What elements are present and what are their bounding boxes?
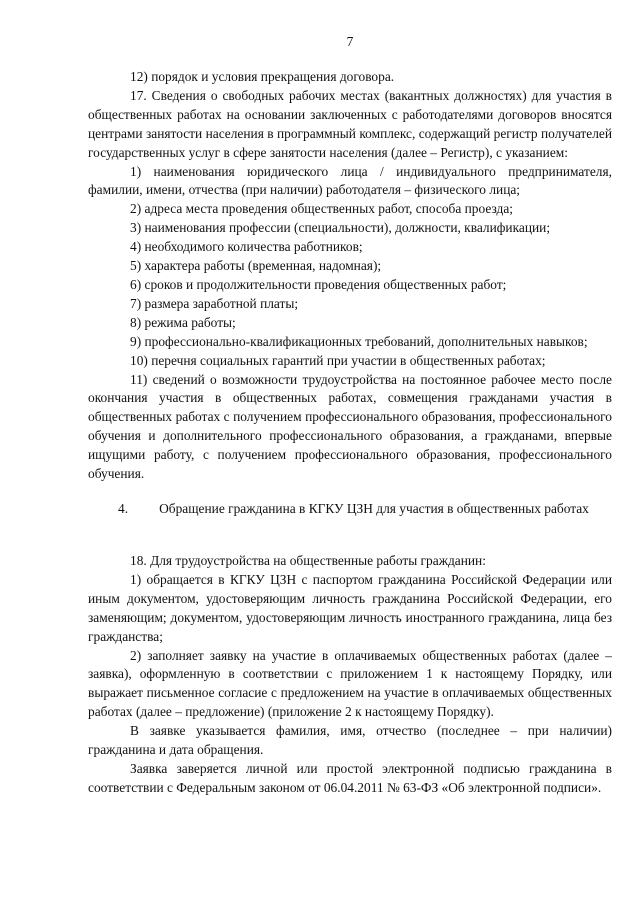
list-item: 7) размера заработной платы; — [130, 295, 299, 311]
page-number: 7 — [346, 34, 354, 49]
list-item: 5) характера работы (временная, надомная); — [130, 258, 382, 274]
list-item: 4) необходимого количества работников; — [130, 239, 363, 255]
list-item: 8) режима работы; — [130, 314, 236, 330]
section-title: Обращение гражданина в КГКУ ЦЗН для участия в общественных работах — [159, 501, 589, 516]
section-heading — [88, 500, 612, 519]
paragraph: 18. Для трудоустройства на общественные работы гражданин: — [130, 553, 486, 568]
list-item: 3) наименования профессии (специальности), должности, квалификации; — [130, 220, 551, 236]
list-item: 11) сведений о возможности трудоустройства на постоянное рабочее место после окончания участия в общественных работах, совмещения гражданами участия в общественных работах с получением профессионального образования, профессионального обучения и дополнительного профессионального образования, а гражданами, впервые ищущими работу, с получением профессионального образования, профессионального обучения. — [88, 371, 612, 482]
section-3-continuation — [88, 68, 612, 484]
list-item: 1) обращается в КГКУ ЦЗН с паспортом гражданина Российской Федерации или иным документом, удостоверяющим личность гражданина Российской Федерации, его заменяющим; документом, удостоверяющим личность иностранного гражданина, лица без гражданства; — [88, 571, 612, 644]
paragraph: 17. Сведения о свободных рабочих местах (вакантных должностях) для участия в общественных работах на основании заключенных с работодателями договоров вносятся центрами занятости населения в программный комплекс, содержащий регистр получателей государственных услуг в сфере занятости населения (далее – Регистр), с указанием: — [88, 87, 612, 160]
list-item: 6) сроков и продолжительности проведения общественных работ; — [130, 276, 507, 292]
section-4-body — [88, 552, 612, 798]
list-item: 2) заполняет заявку на участие в оплачиваемых общественных работах (далее – заявка), оформленную в соответствии с приложением 1 к настоящему Порядку, или выражает письменное согласие с предложением на участие в оплачиваемых общественных работах (далее – предложение) (приложение 2 к настоящему Порядку). — [88, 647, 612, 720]
list-item: 10) перечня социальных гарантий при участии в общественных работах; — [130, 352, 546, 368]
paragraph: 12) порядок и условия прекращения договора. — [130, 69, 395, 84]
list-item: 1) наименования юридического лица / индивидуального предпринимателя, фамилии, имени, отчества (при наличии) работодателя – физического лица; — [88, 163, 612, 198]
list-item: 9) профессионально-квалификационных требований, дополнительных навыков; — [130, 333, 588, 349]
paragraph: В заявке указывается фамилия, имя, отчество (последнее – при наличии) гражданина и дата обращения. — [88, 723, 612, 758]
section-number: 4. — [118, 501, 129, 516]
list-item: 2) адреса места проведения общественных работ, способа проезда; — [130, 201, 513, 217]
paragraph: Заявка заверяется личной или простой электронной подписью гражданина в соответствии с Федеральным законом от 06.04.2011 № 63-ФЗ «Об электронной подписи». — [88, 760, 612, 795]
